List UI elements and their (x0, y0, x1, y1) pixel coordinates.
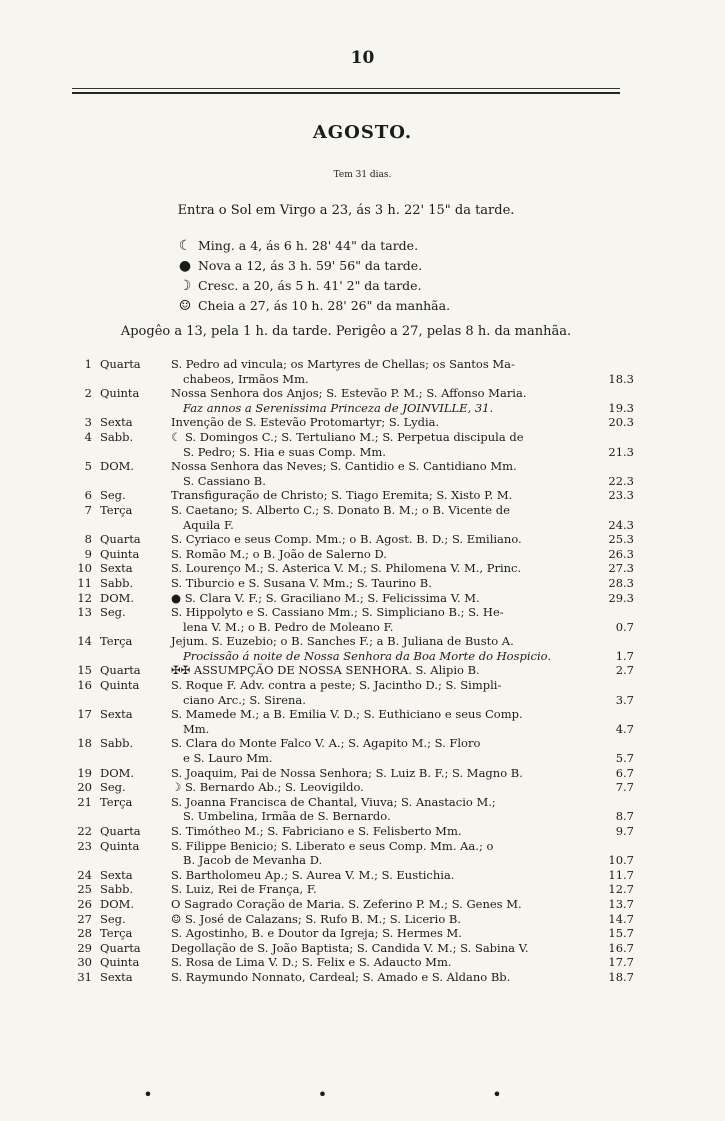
moon-age: 0.7 (615, 619, 634, 634)
moon-age: 8.7 (615, 809, 634, 824)
saints-line: S. Pedro ad vincula; os Martyres de Chellas; os Santos Ma- (171, 357, 515, 371)
top-rule-thick (72, 92, 620, 94)
moon-age: 23.3 (608, 488, 634, 503)
saints-line: S. Caetano; S. Alberto C.; S. Donato B. M.; o B. Vicente de (171, 502, 510, 517)
saints-line: S. Joanna Francisca de Chantal, Viuva; S. Anastacio M.; (171, 794, 496, 809)
day-number: 28 (77, 926, 92, 941)
calendar-day-row (72, 824, 634, 839)
day-number: 17 (77, 707, 92, 722)
saints-line: Degollação de S. João Baptista; S. Candida V. M.; S. Sabina V. (171, 940, 529, 955)
saints-line: S. Filippe Benicio; S. Liberato e seus Comp. Mm. Aa.; o (171, 838, 494, 853)
day-number: 8 (84, 532, 92, 547)
moon-age: 21.3 (608, 444, 634, 459)
moon-age: 24.3 (608, 517, 634, 532)
day-number: 30 (77, 955, 92, 970)
calendar-day-row (72, 882, 634, 897)
calendar-day-row (72, 634, 634, 663)
saints-line: ☽ S. Bernardo Ab.; S. Leovigildo. (171, 780, 364, 795)
sun-entry: Entra o Sol em Virgo a 23, ás 3 h. 22' 15" da tarde. (177, 203, 515, 218)
day-number: 7 (84, 502, 92, 517)
weekday: DOM. (100, 459, 135, 474)
weekday: Quarta (100, 940, 141, 955)
moon-age: 28.3 (608, 575, 634, 590)
moon-age: 27.3 (608, 561, 634, 576)
saints-line-continued: lena V. M.; o B. Pedro de Moleano F. (183, 619, 394, 634)
saints-of-day (171, 824, 590, 839)
day-number: 1 (84, 357, 92, 371)
saints-line-continued: chabeos, Irmãos Mm. (183, 371, 309, 386)
moon-age: 11.7 (608, 867, 634, 882)
saints-of-day (171, 430, 590, 459)
weekday: Quarta (100, 663, 141, 678)
calendar-day-row (72, 415, 634, 430)
saints-line-continued: Mm. (183, 721, 210, 736)
moon-age: 25.3 (608, 532, 634, 547)
day-number: 19 (77, 765, 92, 780)
weekday: Terça (100, 502, 133, 517)
day-number: 31 (77, 969, 92, 984)
moon-age: 3.7 (615, 692, 634, 707)
saints-line: S. Mamede M.; a B. Emilia V. D.; S. Euthiciano e seus Comp. (171, 707, 523, 722)
saints-line: S. Agostinho, B. e Doutor da Igreja; S. Hermes M. (171, 926, 462, 941)
moon-age: 17.7 (608, 955, 634, 970)
moon-age: 29.3 (608, 590, 634, 605)
calendar-day-row (72, 912, 634, 927)
moon-age: 15.7 (608, 926, 634, 941)
saints-of-day (171, 707, 590, 736)
moon-age: 4.7 (615, 721, 634, 736)
calendar-day-row (72, 663, 634, 678)
saints-line: Jejum. S. Euzebio; o B. Sanches F.; a B. Juliana de Busto A. (171, 634, 514, 649)
day-number: 12 (77, 590, 92, 605)
day-number: 16 (77, 678, 92, 693)
day-number: 18 (77, 736, 92, 751)
saints-of-day (171, 663, 590, 678)
calendar-day-row (72, 488, 634, 503)
day-number: 29 (77, 940, 92, 955)
weekday: DOM. (100, 765, 135, 780)
page-number: 10 (350, 48, 375, 68)
footer-dots: • • • (143, 1085, 582, 1104)
day-number: 26 (77, 896, 92, 911)
weekday: Seg. (100, 911, 126, 926)
weekday: Sexta (100, 415, 133, 430)
calendar-day-row (72, 897, 634, 912)
saints-of-day (171, 488, 590, 503)
saints-line: S. Raymundo Nonnato, Cardeal; S. Amado e S. Aldano Bb. (171, 969, 511, 984)
calendar-day-row (72, 780, 634, 795)
saints-line: S. Romão M.; o B. João de Salerno D. (171, 546, 387, 561)
saints-of-day (171, 576, 590, 591)
saints-line: Invenção de S. Estevão Protomartyr; S. Lydia. (171, 415, 440, 430)
calendar-day-row (72, 678, 634, 707)
saints-of-day (171, 503, 590, 532)
saints-of-day (171, 941, 590, 956)
calendar-day-row (72, 955, 634, 970)
saints-line-continued: Aquila F. (183, 517, 234, 532)
weekday: Sexta (100, 867, 133, 882)
weekday: Sabb. (100, 429, 134, 444)
weekday: Sabb. (100, 575, 134, 590)
calendar-day-row (72, 532, 634, 547)
saints-line: ☾ S. Domingos C.; S. Tertuliano M.; S. Perpetua discipula de (171, 429, 524, 444)
moon-age: 6.7 (615, 765, 634, 780)
saints-line-continued: Procissão á noite de Nossa Senhora da Boa Morte do Hospicio. (183, 648, 552, 663)
day-number: 24 (77, 867, 92, 882)
moon-phase-row (176, 276, 450, 296)
day-number: 5 (84, 459, 92, 474)
weekday: Seg. (100, 780, 126, 795)
calendar-day-row (72, 926, 634, 941)
day-number: 6 (84, 488, 92, 503)
calendar-day-row (72, 766, 634, 781)
weekday: Quinta (100, 546, 140, 561)
saints-line: Nossa Senhora das Neves; S. Cantidio e S. Cantidiano Mm. (171, 459, 517, 474)
weekday: Seg. (100, 605, 126, 620)
day-number: 25 (77, 882, 92, 897)
calendar-day-row (72, 605, 634, 634)
moon-age: 12.7 (608, 882, 634, 897)
day-number: 14 (77, 634, 92, 649)
moon-phase-text: Cresc. a 20, ás 5 h. 41' 2" da tarde. (194, 278, 422, 293)
moon-age: 10.7 (608, 853, 634, 868)
saints-line: S. Cyriaco e seus Comp. Mm.; o B. Agost. B. D.; S. Emiliano. (171, 532, 522, 547)
moon-phases (176, 236, 450, 316)
day-number: 2 (84, 386, 92, 401)
first-quarter-moon-icon: ☽ (178, 278, 192, 294)
saints-line-continued: B. Jacob de Mevanha D. (183, 853, 323, 868)
saints-line-continued: e S. Lauro Mm. (183, 751, 273, 766)
calendar-day-row (72, 941, 634, 956)
day-number: 23 (77, 838, 92, 853)
weekday: Terça (100, 926, 133, 941)
saints-line-continued: Faz annos a Serenissima Princeza de JOINVILLE, 31. (183, 400, 494, 415)
day-number: 20 (77, 780, 92, 795)
day-number: 22 (77, 824, 92, 838)
saints-of-day (171, 912, 590, 927)
weekday: Terça (100, 634, 133, 649)
day-number: 27 (77, 911, 92, 926)
calendar-day-row (72, 459, 634, 488)
weekday: Quinta (100, 678, 140, 693)
moon-age: 13.7 (608, 896, 634, 911)
full-moon-icon: ☺ (178, 298, 192, 314)
weekday: Quarta (100, 824, 141, 838)
weekday: Quarta (100, 532, 141, 547)
saints-line: S. Bartholomeu Ap.; S. Aurea V. M.; S. Eustichia. (171, 867, 455, 882)
day-number: 11 (77, 575, 92, 590)
saints-of-day (171, 415, 590, 430)
moon-age: 2.7 (615, 663, 634, 678)
saints-line: S. Hippolyto e S. Cassiano Mm.; S. Simpliciano B.; S. He- (171, 605, 504, 620)
day-number: 13 (77, 605, 92, 620)
saints-line: S. Tiburcio e S. Susana V. Mm.; S. Taurino B. (171, 575, 432, 590)
calendar-day-row (72, 707, 634, 736)
saints-of-day (171, 547, 590, 562)
saints-line: ☺ S. José de Calazans; S. Rufo B. M.; S. Licerio B. (171, 911, 462, 926)
saints-of-day (171, 678, 590, 707)
saints-of-day (171, 561, 590, 576)
saints-of-day (171, 780, 590, 795)
saints-line: ● S. Clara V. F.; S. Graciliano M.; S. Felicissima V. M. (171, 590, 480, 605)
moon-phase-row (176, 236, 450, 256)
saints-of-day (171, 868, 590, 883)
weekday: Sexta (100, 707, 133, 722)
saints-line: S. Timótheo M.; S. Fabriciano e S. Felisberto Mm. (171, 824, 462, 838)
saints-of-day (171, 634, 590, 663)
saints-of-day (171, 882, 590, 897)
saints-of-day (171, 970, 590, 985)
saints-line-continued: S. Cassiano B. (183, 473, 266, 488)
saints-of-day (171, 357, 590, 386)
saints-of-day (171, 795, 590, 824)
calendar-day-row (72, 430, 634, 459)
moon-phase-text: Nova a 12, ás 3 h. 59' 56" da tarde. (194, 258, 423, 273)
day-number: 21 (77, 794, 92, 809)
moon-age: 18.3 (608, 371, 634, 386)
saints-of-day (171, 736, 590, 765)
moon-phase-row (176, 256, 450, 276)
weekday: DOM. (100, 896, 135, 911)
moon-age: 22.3 (608, 473, 634, 488)
month-title: AGOSTO. (312, 122, 413, 143)
saints-line: S. Rosa de Lima V. D.; S. Felix e S. Adaucto Mm. (171, 955, 452, 970)
saints-of-day (171, 605, 590, 634)
day-number: 4 (84, 429, 92, 444)
weekday: Sexta (100, 561, 133, 576)
day-number: 10 (77, 561, 92, 576)
day-number: 9 (84, 546, 92, 561)
weekday: Quinta (100, 955, 140, 970)
weekday: Quarta (100, 357, 141, 371)
day-number: 15 (77, 663, 92, 678)
moon-phase-text: Ming. a 4, ás 6 h. 28' 44" da tarde. (194, 238, 419, 253)
weekday: Sexta (100, 969, 133, 984)
calendar-day-row (72, 561, 634, 576)
weekday: Quinta (100, 838, 140, 853)
calendar-day-row (72, 576, 634, 591)
days-note: Tem 31 dias. (333, 170, 392, 180)
moon-age: 7.7 (615, 780, 634, 795)
saints-of-day (171, 955, 590, 970)
apogee-perigee: Apogêo a 13, pela 1 h. da tarde. Perigêo a 27, pelas 8 h. da manhãa. (120, 324, 572, 339)
moon-age: 9.7 (615, 824, 634, 838)
saints-line-continued: S. Pedro; S. Hia e suas Comp. Mm. (183, 444, 386, 459)
calendar-day-row (72, 547, 634, 562)
saints-line-continued: ciano Arc.; S. Sirena. (183, 692, 306, 707)
new-moon-icon: ● (178, 258, 192, 274)
saints-of-day (171, 532, 590, 547)
moon-age: 18.7 (608, 969, 634, 984)
saints-of-day (171, 897, 590, 912)
moon-age: 5.7 (615, 751, 634, 766)
saints-line: O Sagrado Coração de Maria. S. Zeferino P. M.; S. Genes M. (171, 896, 522, 911)
weekday: Quinta (100, 386, 140, 401)
moon-age: 1.7 (615, 648, 634, 663)
calendar-days (72, 357, 634, 985)
moon-phase-row (176, 296, 450, 316)
calendar-day-row (72, 357, 634, 386)
saints-line: ✠✠ ASSUMPÇÃO DE NOSSA SENHORA. S. Alipio B. (171, 663, 480, 678)
weekday: Sabb. (100, 882, 134, 897)
saints-line: S. Clara do Monte Falco V. A.; S. Agapito M.; S. Floro (171, 736, 481, 751)
weekday: Seg. (100, 488, 126, 503)
calendar-day-row (72, 839, 634, 868)
saints-line: S. Luiz, Rei de França, F. (171, 882, 317, 897)
calendar-day-row (72, 591, 634, 606)
saints-line: S. Joaquim, Pai de Nossa Senhora; S. Luiz B. F.; S. Magno B. (171, 765, 523, 780)
saints-of-day (171, 766, 590, 781)
moon-age: 14.7 (608, 911, 634, 926)
calendar-day-row (72, 795, 634, 824)
calendar-day-row (72, 868, 634, 883)
weekday: Sabb. (100, 736, 134, 751)
saints-line: Nossa Senhora dos Anjos; S. Estevão P. M.; S. Affonso Maria. (171, 386, 527, 401)
day-number: 3 (84, 415, 92, 430)
saints-line: Transfiguração de Christo; S. Tiago Eremita; S. Xisto P. M. (171, 488, 513, 503)
saints-line-continued: S. Umbelina, Irmãa de S. Bernardo. (183, 809, 391, 824)
saints-line: S. Roque F. Adv. contra a peste; S. Jacintho D.; S. Simpli- (171, 678, 502, 693)
moon-age: 26.3 (608, 546, 634, 561)
top-rule-thin (72, 88, 620, 89)
weekday: DOM. (100, 590, 135, 605)
saints-of-day (171, 386, 590, 415)
saints-of-day (171, 926, 590, 941)
saints-of-day (171, 839, 590, 868)
moon-age: 16.7 (608, 940, 634, 955)
calendar-day-row (72, 386, 634, 415)
calendar-day-row (72, 503, 634, 532)
weekday: Terça (100, 794, 133, 809)
calendar-day-row (72, 970, 634, 985)
last-quarter-moon-icon: ☾ (178, 238, 192, 254)
moon-age: 19.3 (608, 400, 634, 415)
saints-of-day (171, 459, 590, 488)
saints-line: S. Lourenço M.; S. Asterica V. M.; S. Philomena V. M., Princ. (171, 561, 522, 576)
moon-phase-text: Cheia a 27, ás 10 h. 28' 26" da manhãa. (194, 298, 451, 313)
saints-of-day (171, 591, 590, 606)
calendar-day-row (72, 736, 634, 765)
moon-age: 20.3 (608, 415, 634, 430)
